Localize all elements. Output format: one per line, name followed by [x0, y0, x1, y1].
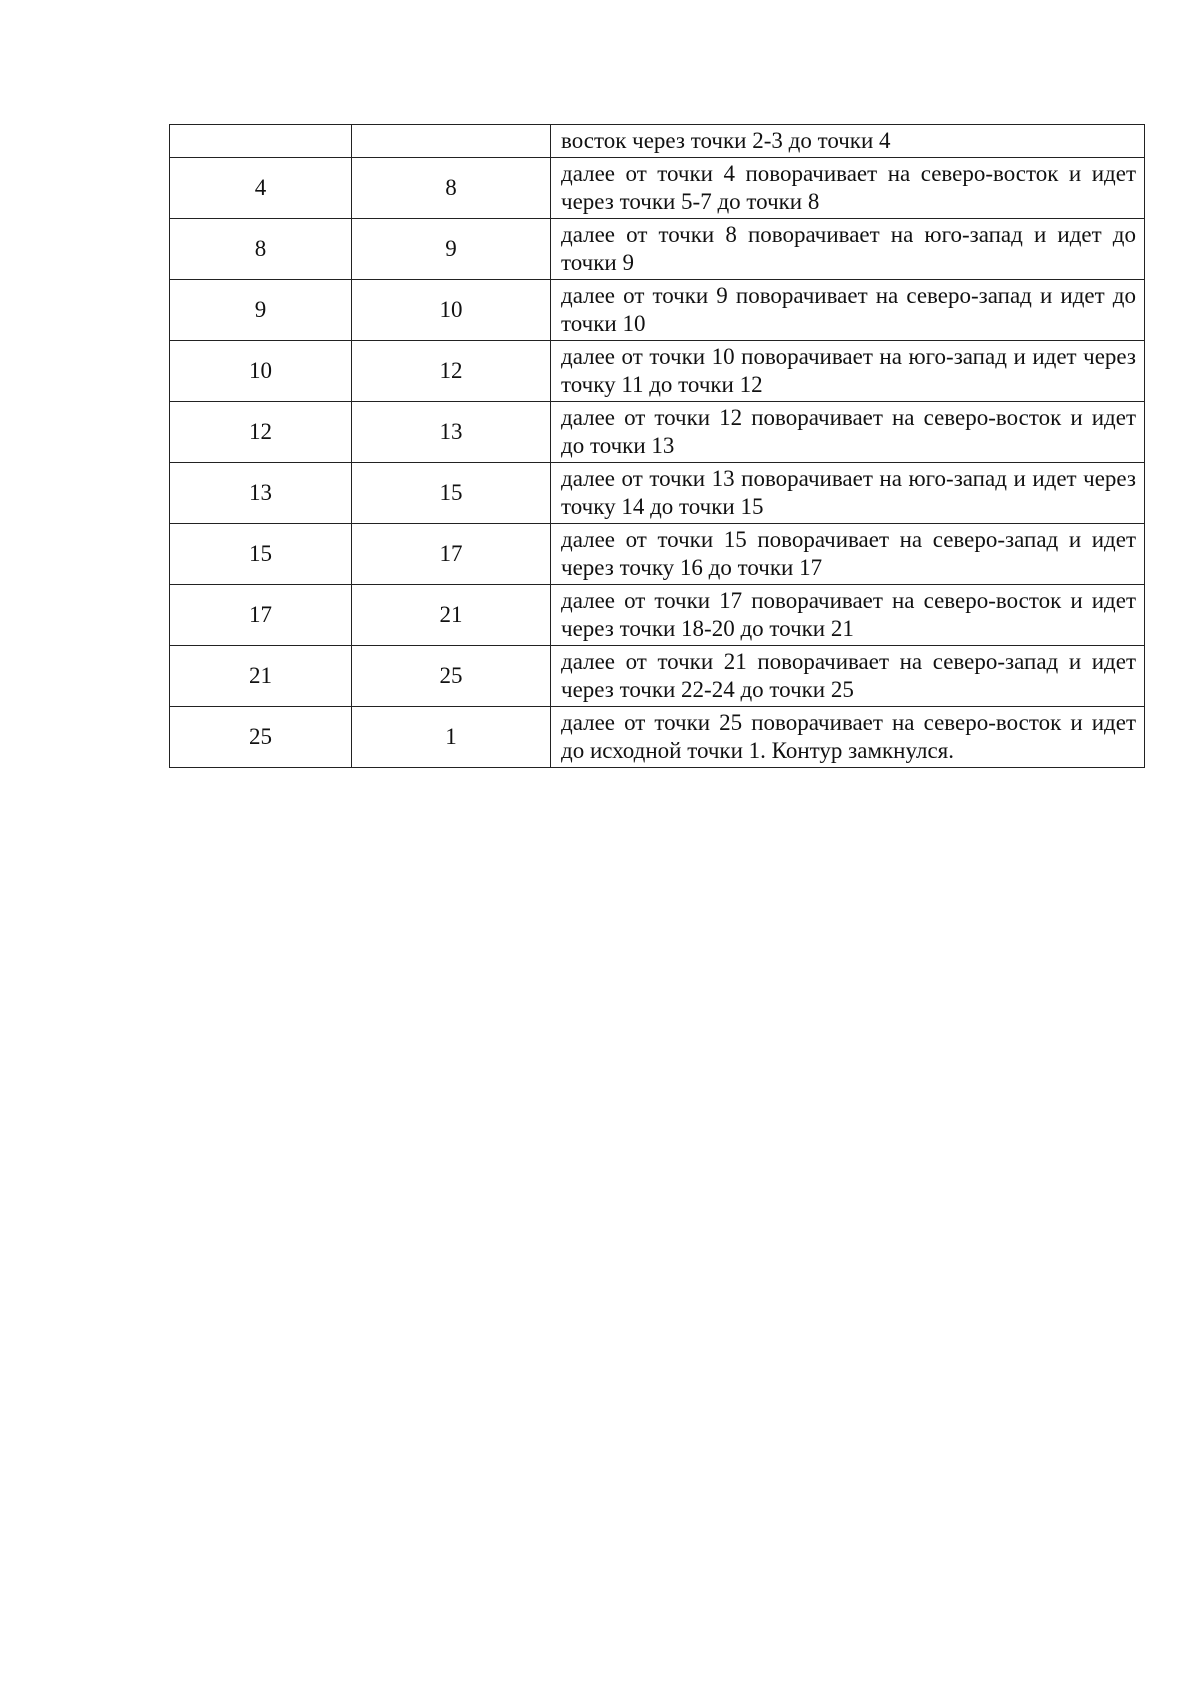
table-row: [170, 280, 1145, 341]
to-point-cell: 21: [352, 585, 551, 646]
boundary-description-table: [169, 124, 1145, 768]
to-point-cell: 15: [352, 463, 551, 524]
from-point-cell: 15: [170, 524, 352, 585]
to-point-cell: 13: [352, 402, 551, 463]
from-point-cell: 21: [170, 646, 352, 707]
to-point-cell: 9: [352, 219, 551, 280]
description-cell: далее от точки 17 поворачивает на северо-восток и идет через точки 18-20 до точки 21: [551, 585, 1145, 646]
table-row: [170, 463, 1145, 524]
from-point-cell: 9: [170, 280, 352, 341]
description-cell: далее от точки 4 поворачивает на северо-восток и идет через точки 5-7 до точки 8: [551, 158, 1145, 219]
description-cell: далее от точки 25 поворачивает на северо-восток и идет до исходной точки 1. Контур замкнулся.: [551, 707, 1145, 768]
description-cell: восток через точки 2-3 до точки 4: [551, 125, 1145, 158]
table-row: [170, 707, 1145, 768]
to-point-cell: 25: [352, 646, 551, 707]
table-row: [170, 585, 1145, 646]
from-point-cell: 8: [170, 219, 352, 280]
to-point-cell: 8: [352, 158, 551, 219]
to-point-cell: 17: [352, 524, 551, 585]
to-point-cell: 1: [352, 707, 551, 768]
table-row: [170, 402, 1145, 463]
from-point-cell: 10: [170, 341, 352, 402]
description-cell: далее от точки 8 поворачивает на юго-запад и идет до точки 9: [551, 219, 1145, 280]
description-cell: далее от точки 13 поворачивает на юго-запад и идет через точку 14 до точки 15: [551, 463, 1145, 524]
description-cell: далее от точки 12 поворачивает на северо-восток и идет до точки 13: [551, 402, 1145, 463]
description-cell: далее от точки 21 поворачивает на северо-запад и идет через точки 22-24 до точки 25: [551, 646, 1145, 707]
to-point-cell: 10: [352, 280, 551, 341]
description-cell: далее от точки 10 поворачивает на юго-запад и идет через точку 11 до точки 12: [551, 341, 1145, 402]
from-point-cell: 12: [170, 402, 352, 463]
description-cell: далее от точки 15 поворачивает на северо-запад и идет через точку 16 до точки 17: [551, 524, 1145, 585]
table-row: [170, 125, 1145, 158]
table-row: [170, 341, 1145, 402]
table-row: [170, 219, 1145, 280]
from-point-cell: 13: [170, 463, 352, 524]
from-point-cell: 25: [170, 707, 352, 768]
to-point-cell: [352, 125, 551, 158]
from-point-cell: 17: [170, 585, 352, 646]
description-cell: далее от точки 9 поворачивает на северо-запад и идет до точки 10: [551, 280, 1145, 341]
table-row: [170, 524, 1145, 585]
from-point-cell: 4: [170, 158, 352, 219]
to-point-cell: 12: [352, 341, 551, 402]
from-point-cell: [170, 125, 352, 158]
table-row: [170, 646, 1145, 707]
table-row: [170, 158, 1145, 219]
